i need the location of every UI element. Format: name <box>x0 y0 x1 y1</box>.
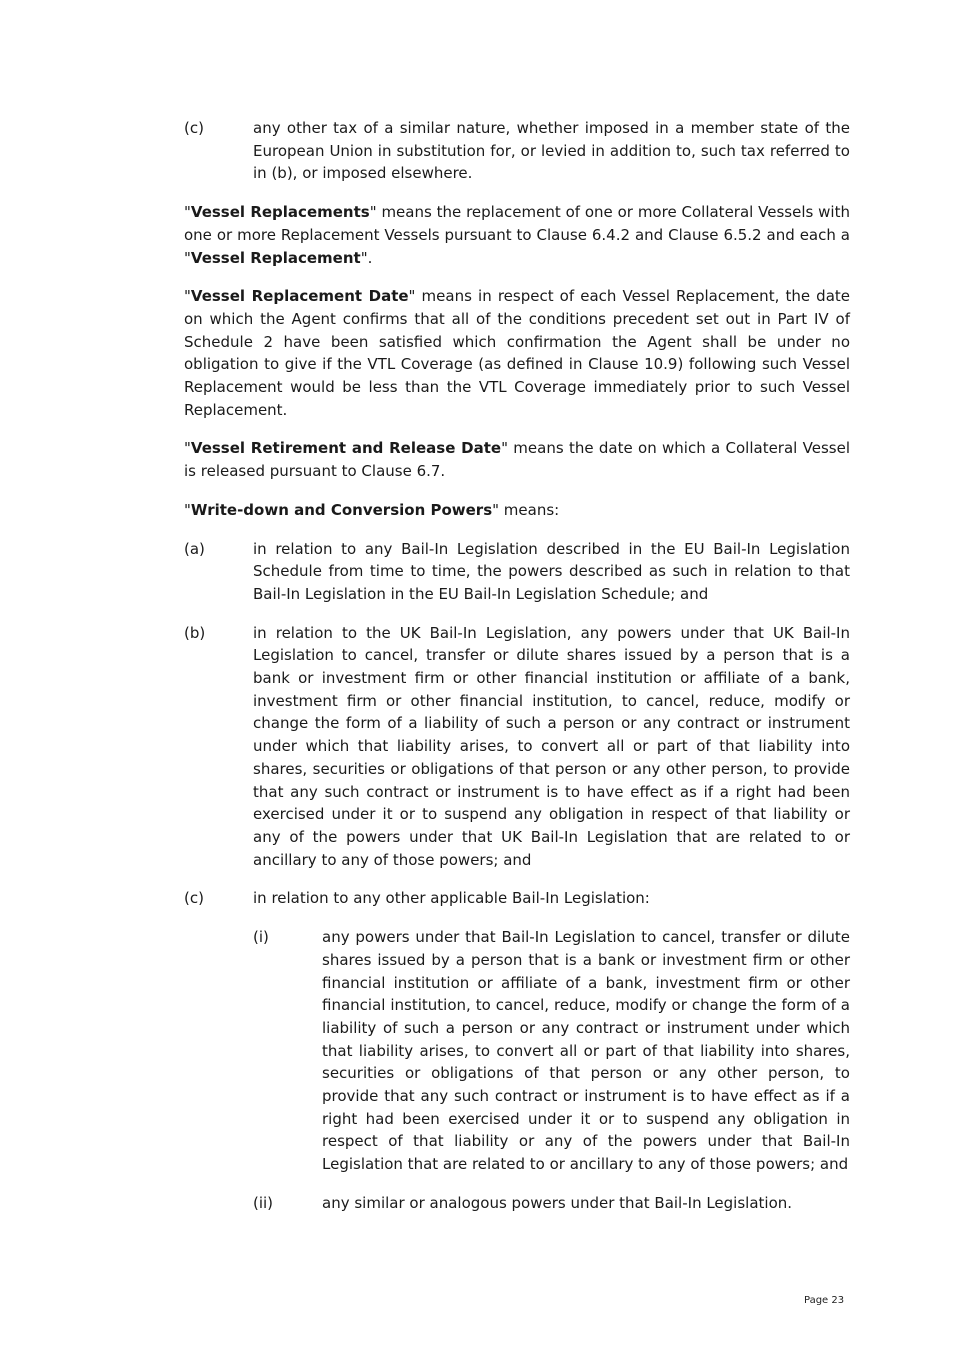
definition-text: " means: <box>492 500 560 519</box>
subitem-text: any powers under that Bail-In Legislation to cancel, transfer or dilute shares issued by a person that is a bank or investment firm or other financial institution or affiliate of a bank, investment firm or other financial institution, to cancel, reduce, modify or change the form of a liability of such a person or any contract or instrument under which that liability arises, to convert all or part of that liability into shares, securities or obligations of that person or any other person, to provide that any such contract or instrument is to have effect as if a right had been exercised under it or to suspend any obligation in respect of that liability or any of the powers under that Bail-In Legislation that are related to or ancillary to any of those powers; and <box>322 928 850 1174</box>
item-label: (b) <box>184 623 206 642</box>
subitem-text: any similar or analogous powers under that Bail-In Legislation. <box>322 1193 793 1212</box>
defined-term: Vessel Retirement and Release Date <box>190 439 502 458</box>
item-label: (c) <box>184 889 204 908</box>
definition-vessel-replacements <box>184 201 850 269</box>
clause-item-c-tax <box>184 117 850 185</box>
defined-term: Vessel Replacement <box>190 248 361 267</box>
definition-text: " means in respect of each Vessel Replacement, the date on which the Agent confirms that all of the conditions precedent set out in Part IV of Schedule 2 have been satisfied which confirmation the Agent shall be under no obligation to give if the VTL Coverage (as defined in Clause 10.9) following such Vessel Replacement would be less than the VTL Coverage immediately prior to such Vessel Replacement. <box>184 287 851 419</box>
subitem-label: (i) <box>253 928 269 947</box>
quote: " <box>184 203 191 222</box>
defined-term: Vessel Replacements <box>190 203 370 222</box>
defined-term: Vessel Replacement Date <box>190 287 409 306</box>
definition-text: " means the date on which a Collateral Vessel is released pursuant to Clause 6.7. <box>184 439 850 481</box>
item-text: in relation to any other applicable Bail-In Legislation: <box>253 889 650 908</box>
quote: " <box>184 439 191 458</box>
clause-item-b <box>184 622 850 872</box>
item-label: (a) <box>184 539 205 558</box>
page-number: Page 23 <box>804 1295 845 1306</box>
quote: " <box>184 287 191 306</box>
document-body <box>184 117 850 1215</box>
clause-item-c <box>184 887 850 910</box>
item-text: in relation to the UK Bail-In Legislation, any powers under that UK Bail-In Legislation to cancel, transfer or dilute shares issued by a person that is a bank or investment firm or other financial institution or affiliate of a bank, investment firm or other financial institution, to cancel, reduce, modify or change the form of a liability of such a person or any contract or instrument under which that liability arises, to convert all or part of that liability into shares, securities or obligations of that person or any other person, to provide that any such contract or instrument is to have effect as if a right had been exercised under it or to suspend any obligation in respect of that liability or any of the powers under that UK Bail-In Legislation that are related to or ancillary to any of those powers; and <box>253 623 850 869</box>
quote: " <box>184 500 191 519</box>
definition-vessel-retirement-release-date <box>184 437 850 482</box>
item-text: any other tax of a similar nature, whether imposed in a member state of the European Union in substitution for, or levied in addition to, such tax referred to in (b), or imposed elsewhere. <box>253 119 850 183</box>
item-label: (c) <box>184 119 204 137</box>
definition-end: ". <box>360 248 373 267</box>
definition-vessel-replacement-date <box>184 285 850 421</box>
clause-subitem-ii <box>253 1192 850 1215</box>
item-text: in relation to any Bail-In Legislation described in the EU Bail-In Legislation Schedule from time to time, the powers described as such in relation to that Bail-In Legislation in the EU Bail-In Legislation Schedule; and <box>253 539 850 603</box>
subitem-label: (ii) <box>253 1193 274 1212</box>
defined-term: Write-down and Conversion Powers <box>190 500 493 519</box>
definition-write-down-conversion-powers <box>184 499 850 522</box>
clause-subitem-i <box>253 926 850 1176</box>
definition-text: " means the replacement of one or more Collateral Vessels with one or more Replacement Vessels pursuant to Clause 6.4.2 and Clause 6.5.2 and each a " <box>184 203 850 267</box>
clause-item-a <box>184 538 850 606</box>
